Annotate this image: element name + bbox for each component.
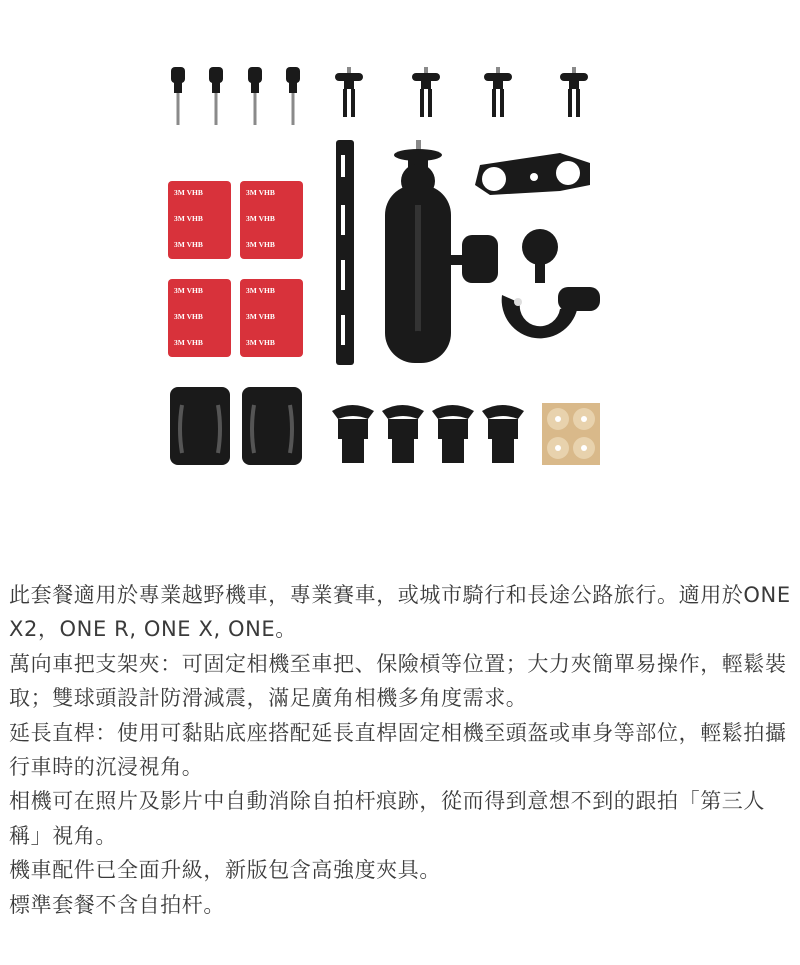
handlebar-clamp (502, 229, 600, 338)
svg-text:3M VHB: 3M VHB (174, 286, 203, 295)
svg-text:3M VHB: 3M VHB (246, 214, 275, 223)
description-paragraph: 機車配件已全面升級，新版包含高強度夾具。 (9, 858, 441, 883)
product-description (9, 578, 794, 922)
adhesive-tape-4 (240, 279, 303, 357)
description-paragraph: 此套餐適用於專業越野機車，專業賽車，或城市騎行和長途公路旅行。適用於ONE X2，ONE R, ONE X, ONE。 (9, 583, 791, 642)
buckle-mount-4 (482, 405, 524, 463)
svg-text:3M VHB: 3M VHB (174, 338, 203, 347)
svg-text:3M VHB: 3M VHB (246, 338, 275, 347)
buckle-mount-3 (432, 405, 474, 463)
adhesive-tape-1 (168, 181, 231, 259)
thumb-screws (171, 67, 588, 125)
svg-text:3M VHB: 3M VHB (174, 188, 203, 197)
svg-text:3M VHB: 3M VHB (174, 240, 203, 249)
thumb-screw-2 (209, 67, 223, 125)
adhesive-tapes (168, 181, 303, 357)
curved-mount-1 (170, 387, 230, 465)
adhesive-tape-3 (168, 279, 231, 357)
description-paragraph: 萬向車把支架夾：可固定相機至車把、保險槓等位置；大力夾簡單易操作，輕鬆裝取；雙球頭設計防滑減震，滿足廣角相機多角度需求。 (9, 651, 787, 711)
thumb-screw-3 (248, 67, 262, 125)
mount-adapter-4 (560, 67, 588, 117)
anti-fog-pads (542, 403, 600, 465)
mount-adapter-3 (484, 67, 512, 117)
thumb-screw-4 (286, 67, 300, 125)
svg-text:3M VHB: 3M VHB (246, 286, 275, 295)
mount-adapter-1 (335, 67, 363, 117)
buckle-mounts (332, 405, 524, 463)
thumb-screw-1 (171, 67, 185, 125)
adhesive-tape-2 (240, 181, 303, 259)
curved-mount-2 (242, 387, 302, 465)
description-paragraph: 相機可在照片及影片中自動消除自拍杆痕跡，從而得到意想不到的跟拍「第三人稱」視角。 (9, 789, 765, 848)
description-paragraph: 延長直桿：使用可黏貼底座搭配延長直桿固定相機至頭盔或車身等部位，輕鬆拍攝行車時的沉浸視角。 (9, 720, 787, 780)
svg-text:3M VHB: 3M VHB (246, 240, 275, 249)
buckle-mount-1 (332, 405, 374, 463)
description-paragraph: 標準套餐不含自拍杆。 (9, 892, 225, 917)
svg-text:3M VHB: 3M VHB (246, 312, 275, 321)
product-image (150, 55, 620, 485)
svg-text:3M VHB: 3M VHB (246, 188, 275, 197)
mount-adapter-2 (412, 67, 440, 117)
svg-text:3M VHB: 3M VHB (174, 312, 203, 321)
extension-rod (336, 140, 354, 365)
svg-text:3M VHB: 3M VHB (174, 214, 203, 223)
wrench-tool (475, 153, 590, 195)
curved-mounts (170, 387, 302, 465)
buckle-mount-2 (382, 405, 424, 463)
